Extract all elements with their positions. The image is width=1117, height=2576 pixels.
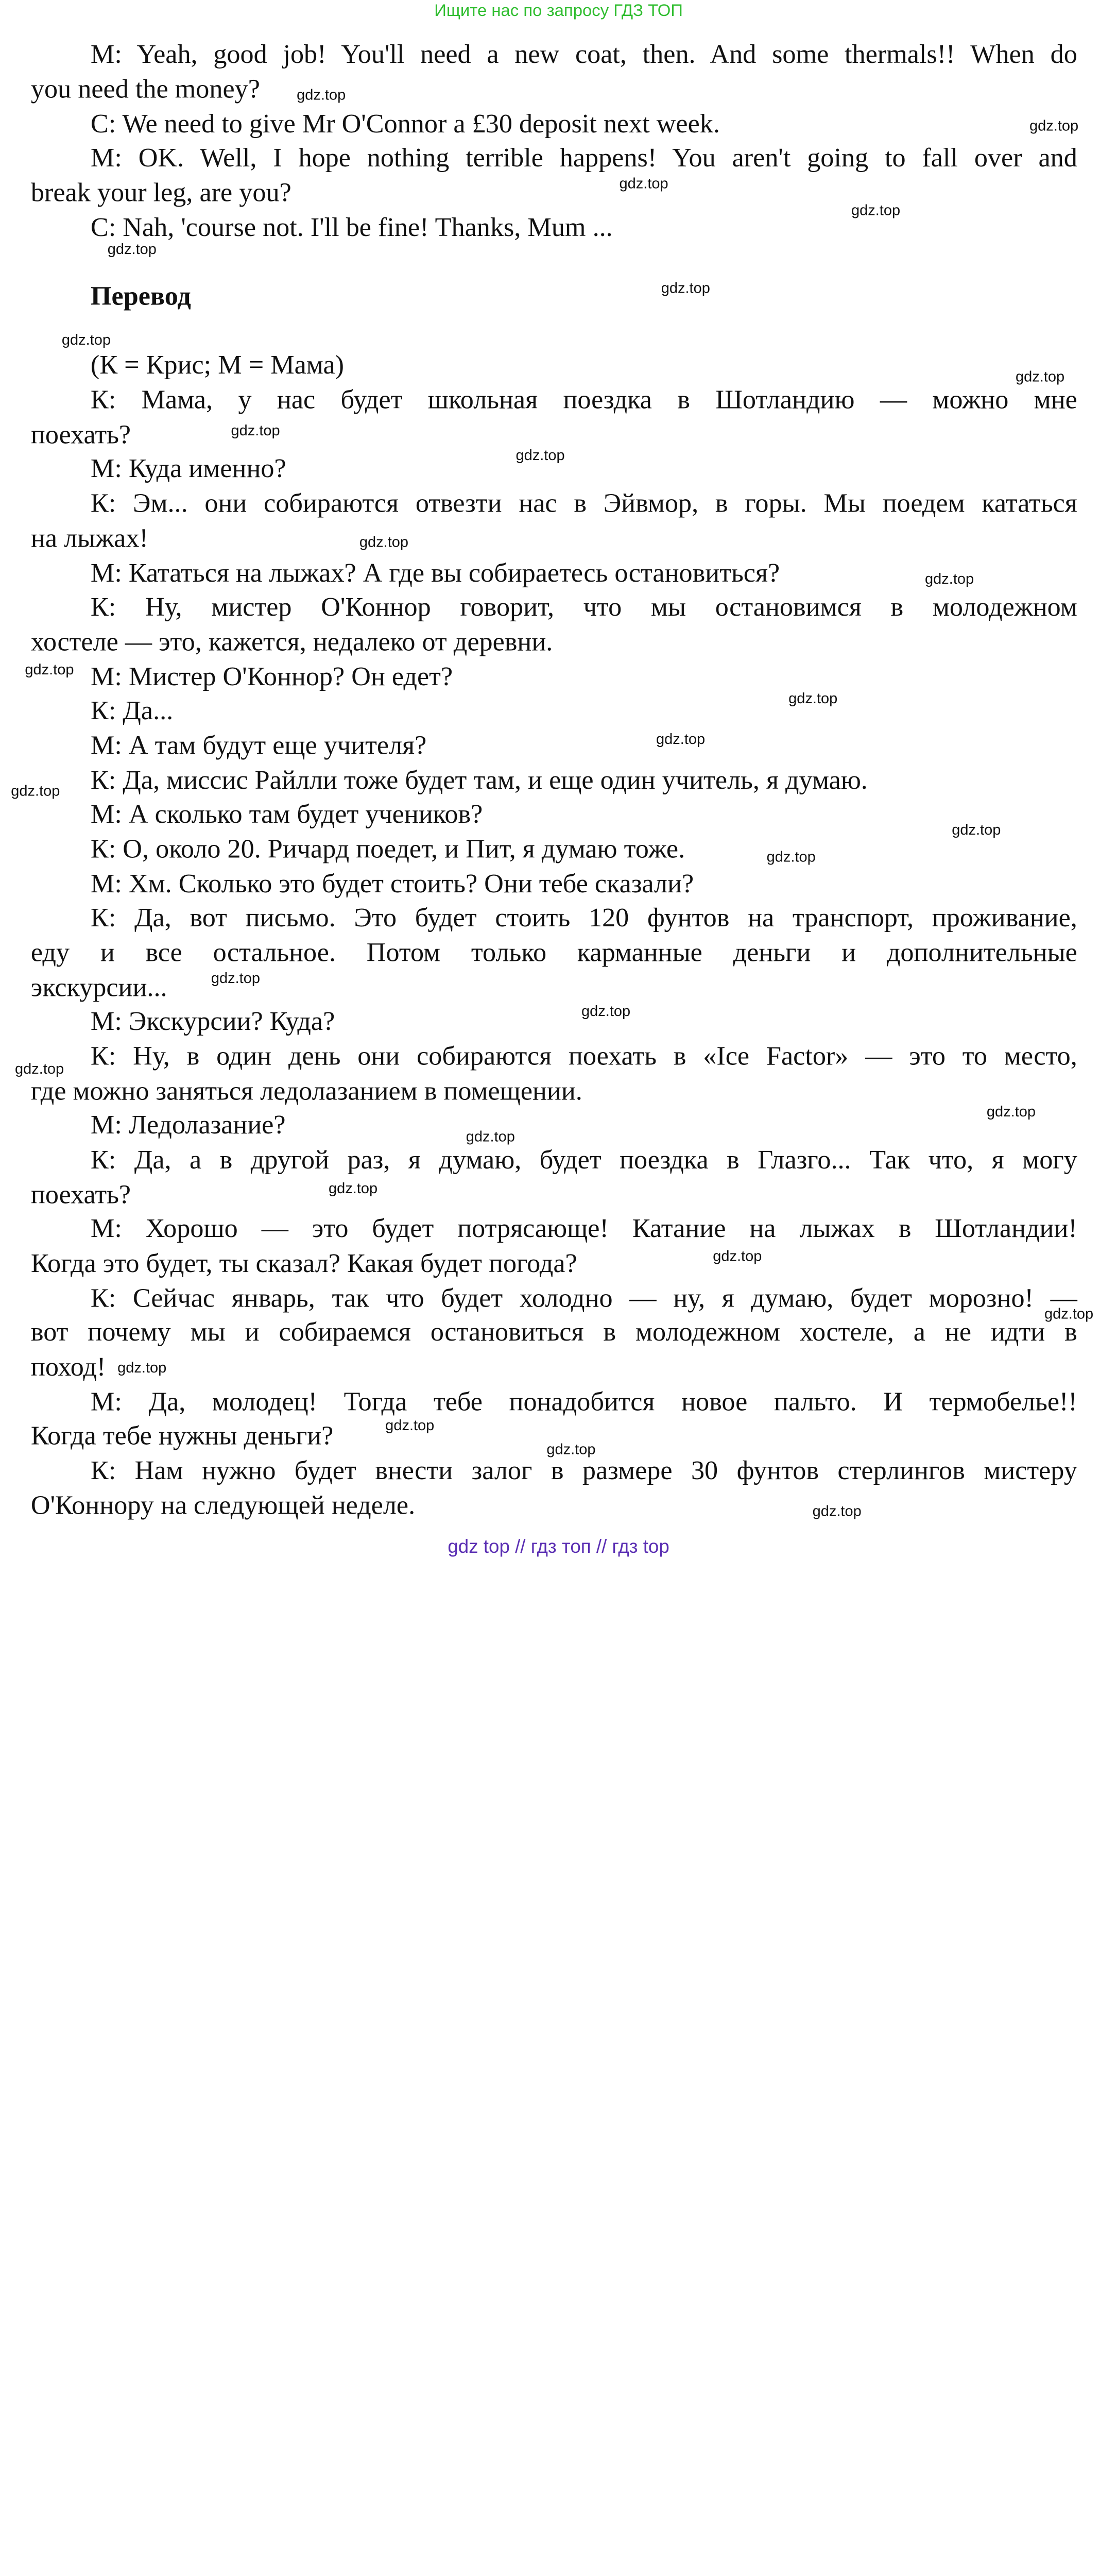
text-line: М: Куда именно? [90, 453, 286, 483]
watermark: gdz.top [656, 731, 706, 748]
text-line: экскурсии... [30, 972, 167, 1002]
text-line: К: Ну, в один день они собираются поехать в «Ice Factor» — это то место, [90, 1041, 1077, 1071]
text-line: К: Мама, у нас будет школьная поездка в Шотландию — можно мне [90, 384, 1077, 415]
text-line: Когда тебе нужны деньги? [30, 1420, 334, 1450]
text-line: М: Хорошо — это будет потрясающе! Катание на лыжах в Шотландии! [90, 1213, 1077, 1243]
watermark: gdz.top [812, 1503, 862, 1520]
text-line: поехать? [30, 1179, 131, 1210]
watermark: gdz.top [546, 1441, 596, 1459]
text-line: К: Сейчас январь, так что будет холодно — ну, я думаю, будет морозно! — [90, 1283, 1077, 1313]
text-line: M: Yeah, good job! You'll need a new coat, then. And some thermals!! When do [90, 39, 1077, 69]
watermark: gdz.top [581, 1003, 631, 1020]
text-line: К: Да, а в другой раз, я думаю, будет поездка в Глазго... Так что, я могу [90, 1144, 1077, 1175]
text-line: поход! [30, 1351, 106, 1382]
watermark: gdz.top [117, 1359, 167, 1377]
text-line: К: Нам нужно будет внести залог в размере 30 фунтов стерлингов мистеру [90, 1455, 1077, 1485]
watermark: gdz.top [107, 241, 157, 258]
text-line: М: Мистер О'Коннор? Он едет? [90, 661, 453, 691]
text-line: М: Экскурсии? Куда? [90, 1006, 335, 1036]
watermark: gdz.top [986, 1104, 1036, 1121]
text-line: C: We need to give Mr O'Connor a £30 deposit next week. [90, 108, 720, 139]
text-line: хостеле — это, кажется, недалеко от деревни. [30, 626, 553, 657]
text-line: О'Коннору на следующей неделе. [30, 1490, 416, 1520]
watermark: gdz.top [328, 1180, 378, 1197]
watermark: gdz.top [359, 534, 409, 551]
footer-links[interactable]: gdz top // гдз топ // гдз top [448, 1537, 669, 1558]
text-line: К: Да, вот письмо. Это будет стоить 120 фунтов на транспорт, проживание, [90, 902, 1077, 933]
text-line: где можно заняться ледолазанием в помещении. [30, 1075, 582, 1106]
text-line: К: Ну, мистер О'Коннор говорит, что мы остановимся в молодежном [90, 591, 1077, 622]
text-line: М: А там будут еще учителя? [90, 730, 427, 760]
text-line: на лыжах! [30, 522, 148, 553]
watermark: gdz.top [925, 570, 974, 588]
text-line: поехать? [30, 419, 131, 449]
watermark: gdz.top [61, 331, 111, 349]
watermark: gdz.top [297, 87, 346, 104]
text-line: М: Кататься на лыжах? А где вы собираетесь остановиться? [90, 557, 780, 588]
watermark: gdz.top [385, 1417, 435, 1434]
text-line: (К = Крис; М = Мама) [90, 349, 345, 380]
watermark: gdz.top [466, 1128, 515, 1146]
search-banner[interactable]: Ищите нас по запросу ГДЗ ТОП [434, 1, 683, 20]
watermark: gdz.top [1015, 368, 1065, 386]
text-line: М: Да, молодец! Тогда тебе понадобится новое пальто. И термобелье!! [90, 1386, 1077, 1417]
watermark: gdz.top [1029, 117, 1079, 134]
watermark: gdz.top [515, 447, 565, 464]
text-line: C: Nah, 'course not. I'll be fine! Thanks, Mum ... [90, 212, 613, 242]
section-heading: Перевод [90, 281, 191, 311]
watermark: gdz.top [231, 422, 280, 439]
watermark: gdz.top [766, 849, 816, 866]
watermark: gdz.top [11, 783, 60, 800]
watermark: gdz.top [661, 280, 710, 297]
watermark: gdz.top [25, 661, 74, 679]
watermark: gdz.top [952, 821, 1001, 839]
text-line: К: О, около 20. Ричард поедет, и Пит, я думаю тоже. [90, 834, 685, 864]
watermark: gdz.top [211, 970, 261, 987]
watermark: gdz.top [851, 202, 901, 219]
text-line: you need the money? [30, 74, 260, 104]
watermark: gdz.top [788, 690, 838, 707]
watermark: gdz.top [14, 1060, 64, 1078]
watermark: gdz.top [1044, 1306, 1094, 1323]
text-line: М: Хм. Сколько это будет стоить? Они тебе сказали? [90, 868, 694, 899]
text-line: К: Да, миссис Райлли тоже будет там, и еще один учитель, я думаю. [90, 765, 868, 795]
text-line: еду и все остальное. Потом только карманные деньги и дополнительные [30, 937, 1077, 968]
text-line: М: А сколько там будет учеников? [90, 799, 483, 829]
text-line: К: Эм... они собираются отвезти нас в Эйвмор, в горы. Мы поедем кататься [90, 488, 1077, 518]
text-line: вот почему мы и собираемся остановиться в молодежном хостеле, а не идти в [30, 1316, 1077, 1347]
text-line: break your leg, are you? [30, 177, 291, 208]
text-line: К: Да... [90, 695, 174, 725]
text-line: M: OK. Well, I hope nothing terrible happens! You aren't going to fall over and [90, 142, 1077, 173]
watermark: gdz.top [713, 1248, 762, 1265]
watermark: gdz.top [619, 175, 668, 193]
text-line: Когда это будет, ты сказал? Какая будет погода? [30, 1248, 577, 1278]
text-line: М: Ледолазание? [90, 1109, 286, 1140]
